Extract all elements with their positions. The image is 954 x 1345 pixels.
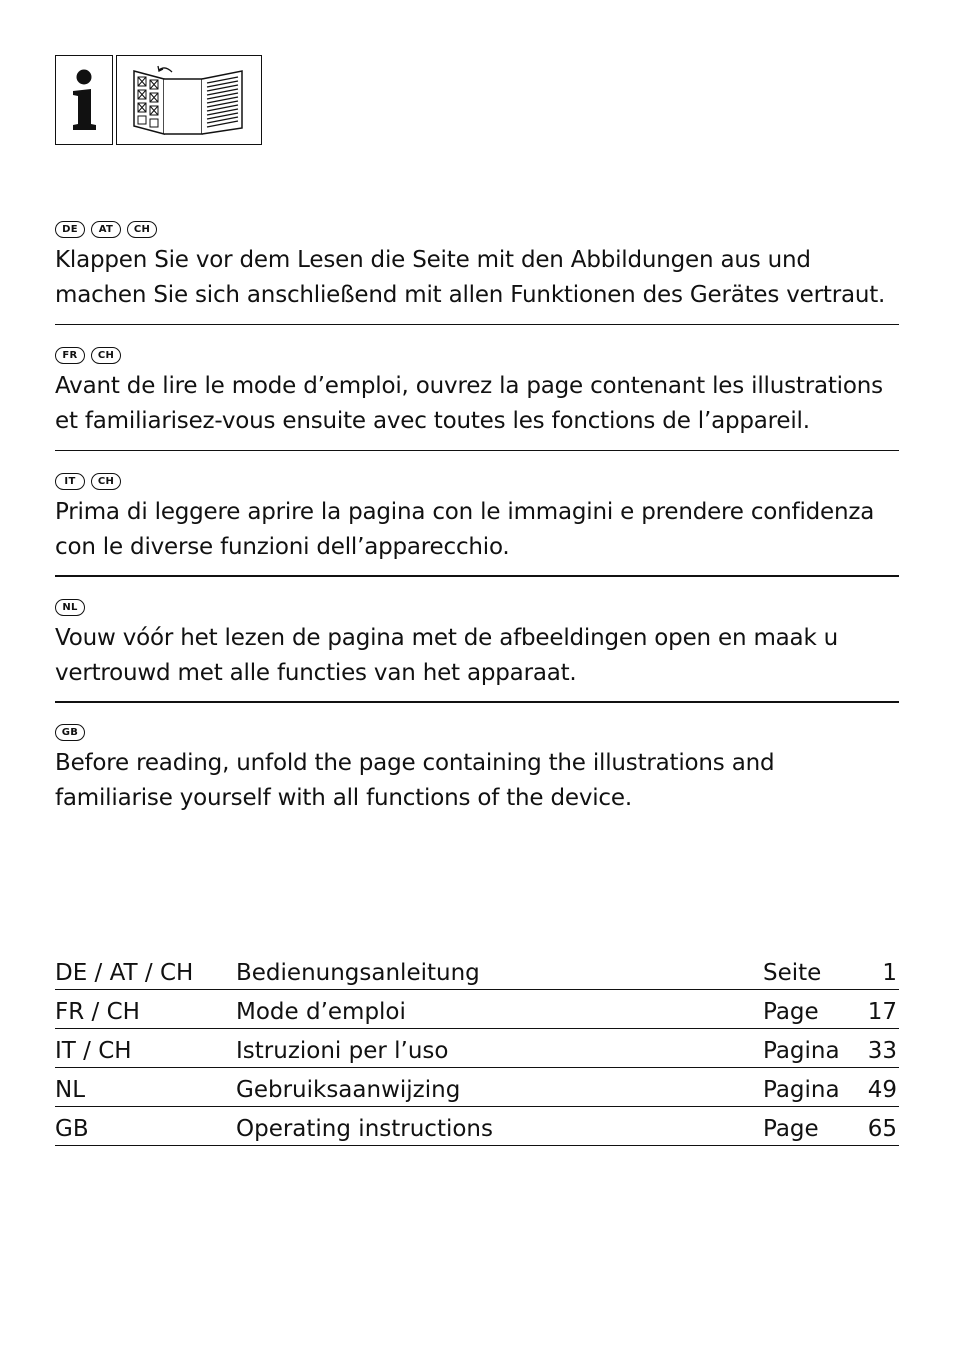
toc-page-number: 49 — [867, 1077, 897, 1103]
lang-block-fr — [55, 345, 899, 439]
language-badge: CH — [91, 347, 121, 364]
toc-page-label: Pagina — [763, 1038, 840, 1064]
toc-page-label: Seite — [763, 960, 822, 986]
language-badge: CH — [127, 221, 157, 238]
toc-title: Istruzioni per l’uso — [236, 1038, 449, 1064]
divider — [55, 450, 899, 451]
language-badge: IT — [55, 473, 85, 490]
toc-row — [55, 1107, 899, 1146]
instruction-text: Before reading, unfold the page containing the illustrations and familiarise yourself with all functions of the device. — [55, 750, 775, 811]
toc-title: Mode d’emploi — [236, 999, 406, 1025]
toc-row — [55, 1068, 899, 1107]
divider — [55, 701, 899, 703]
toc-page-number: 1 — [882, 960, 897, 986]
lang-block-it — [55, 471, 899, 565]
toc-language: GB — [55, 1116, 89, 1142]
language-badge: FR — [55, 347, 85, 364]
lang-block-de — [55, 219, 899, 313]
toc-title: Operating instructions — [236, 1116, 493, 1142]
language-badge: AT — [91, 221, 121, 238]
toc-language: FR / CH — [55, 999, 140, 1025]
divider — [55, 324, 899, 325]
language-badge: NL — [55, 599, 85, 616]
toc-page-label: Page — [763, 1116, 819, 1142]
toc-row — [55, 1029, 899, 1068]
instruction-text: Avant de lire le mode d’emploi, ouvrez la page contenant les illustrations et familiarisez-vous ensuite avec toutes les fonctions de l’appareil. — [55, 373, 883, 434]
toc-row — [55, 990, 899, 1029]
table-of-contents — [55, 950, 899, 1146]
info-icon — [55, 55, 113, 145]
lang-block-nl — [55, 597, 899, 691]
toc-page-number: 17 — [867, 999, 897, 1025]
language-badge: GB — [55, 724, 85, 741]
toc-language: IT / CH — [55, 1038, 132, 1064]
toc-page-number: 33 — [867, 1038, 897, 1064]
toc-page-label: Pagina — [763, 1077, 840, 1103]
instruction-text: Vouw vóór het lezen de pagina met de afbeeldingen open en maak u vertrouwd met alle functies van het apparaat. — [55, 625, 839, 686]
toc-language: NL — [55, 1077, 86, 1103]
instruction-text: Prima di leggere aprire la pagina con le immagini e prendere confidenza con le diverse funzioni dell’apparecchio. — [55, 499, 875, 560]
unfold-page-icon — [116, 55, 262, 145]
lang-block-gb — [55, 722, 899, 816]
toc-page-number: 65 — [867, 1116, 897, 1142]
toc-page-label: Page — [763, 999, 819, 1025]
divider — [55, 575, 899, 577]
toc-row — [55, 950, 899, 990]
language-badge: DE — [55, 221, 85, 238]
toc-language: DE / AT / CH — [55, 960, 194, 986]
language-badge: CH — [91, 473, 121, 490]
toc-title: Gebruiksaanwijzing — [236, 1077, 461, 1103]
instruction-text: Klappen Sie vor dem Lesen die Seite mit den Abbildungen aus und machen Sie sich anschließend mit allen Funktionen des Gerätes vertraut. — [55, 247, 886, 308]
toc-title: Bedienungsanleitung — [236, 960, 480, 986]
